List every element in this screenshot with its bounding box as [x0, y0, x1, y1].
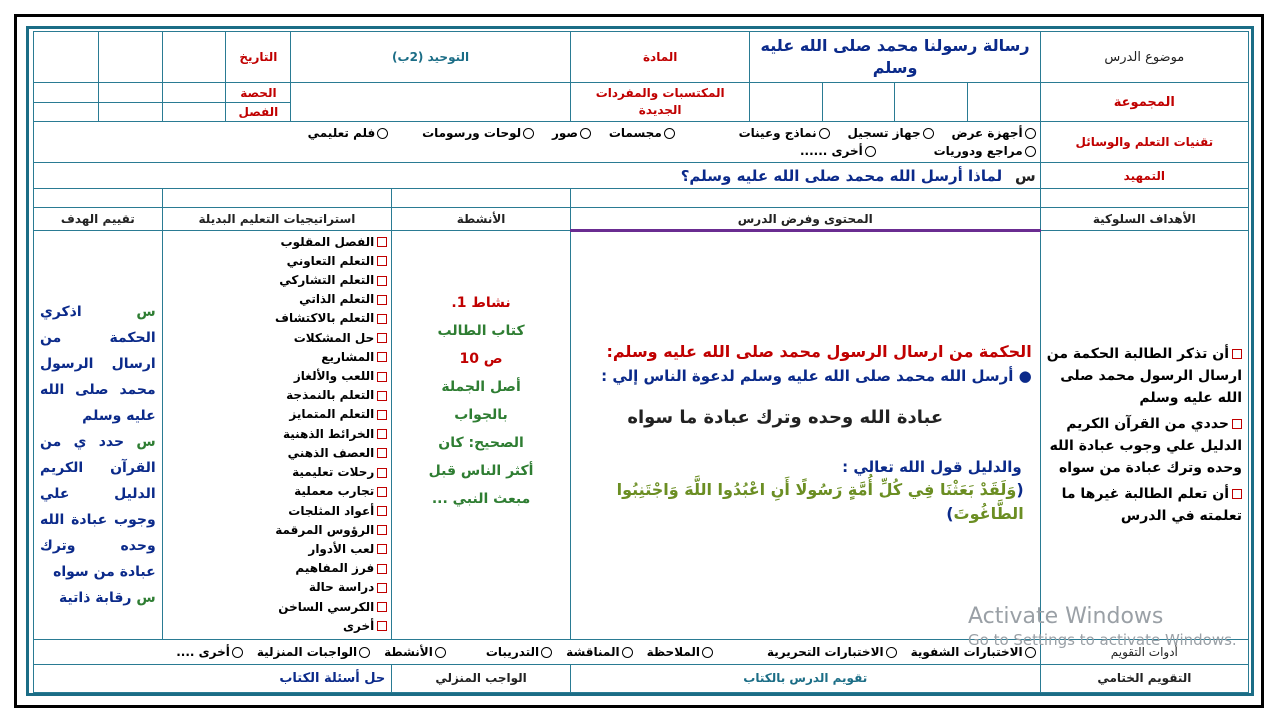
strategy-item[interactable]: التعلم التشاركي — [163, 271, 388, 290]
final-eval-label: التقويم الختامي — [1040, 664, 1248, 692]
class-cell-1 — [162, 102, 226, 121]
objective-item: أن تعلم الطالبة غيرها ما تعلمته في الدرس — [1061, 486, 1242, 525]
subject-label: المادة — [570, 32, 750, 83]
strategy-item[interactable]: التعلم المتمايز — [163, 405, 388, 424]
content-cell — [570, 230, 1040, 640]
col-header-content: المحتوى وفرض الدرس — [570, 208, 1040, 230]
date-cell-1 — [162, 32, 226, 83]
intro-label: التمهيد — [1040, 163, 1248, 189]
lesson-plan-table — [33, 31, 1249, 693]
checkbox-icon — [377, 372, 387, 382]
vocab-value — [291, 83, 571, 121]
checkbox-icon — [377, 391, 387, 401]
radio-circle-icon — [886, 647, 897, 658]
lesson-plan-page — [33, 31, 1249, 693]
checkbox-icon — [377, 352, 387, 362]
radio-circle-icon — [377, 128, 388, 139]
radio-circle-icon — [622, 647, 633, 658]
tool-option[interactable]: لوحات ورسومات — [422, 124, 534, 142]
checkbox-icon — [377, 468, 387, 478]
activity-book: كتاب الطالب — [437, 322, 525, 339]
intro-question: لماذا أرسل الله محمد صلى الله عليه وسلم؟ — [680, 166, 1003, 185]
checkbox-icon — [377, 525, 387, 535]
period-cell-2 — [98, 83, 162, 102]
activity-line: مبعث النبي ... — [431, 490, 531, 507]
strategy-item[interactable]: رحلات تعليمية — [163, 463, 388, 482]
tool-option[interactable]: نماذج وعينات — [739, 124, 830, 142]
class-cell-3 — [34, 102, 99, 121]
activity-line: بالجواب — [454, 406, 508, 423]
book-eval: تقويم الدرس بالكتاب — [570, 664, 1040, 692]
strategy-item[interactable]: التعلم بالنمذجة — [163, 386, 388, 405]
radio-circle-icon — [232, 647, 243, 658]
tools-options — [34, 121, 1041, 162]
spacer-cell — [392, 189, 571, 208]
checkbox-icon — [1232, 489, 1242, 499]
date-cell-3 — [34, 32, 99, 83]
strategies-cell — [162, 230, 392, 640]
strategy-item[interactable]: العصف الذهني — [163, 444, 388, 463]
tool-option[interactable]: صور — [552, 124, 591, 142]
assessment-option[interactable]: المناقشة — [566, 645, 632, 659]
tool-option[interactable]: أخرى ...... — [800, 142, 876, 160]
tools-row-2 — [38, 142, 1036, 160]
radio-circle-icon — [664, 128, 675, 139]
group-cell-1 — [968, 83, 1040, 121]
group-cell-2 — [895, 83, 968, 121]
radio-circle-icon — [923, 128, 934, 139]
checkbox-icon — [377, 410, 387, 420]
goal-eval-item: س اذكري الحكمة من ارسال الرسول محمد صلى الله عليه وسلم — [40, 303, 156, 424]
radio-circle-icon — [541, 647, 552, 658]
tool-option[interactable]: فلم تعليمي — [308, 124, 389, 142]
period-cell-3 — [34, 83, 99, 102]
spacer-cell — [162, 189, 392, 208]
activity-line: الصحيح: كان — [438, 434, 524, 451]
activate-windows-watermark — [968, 604, 1280, 649]
lesson-topic-label: موضوع الدرس — [1040, 32, 1248, 83]
strategy-item[interactable]: المشاريع — [163, 348, 388, 367]
objective-item: حددي من القرآن الكريم الدليل علي وجوب عبادة الله وحده وترك عبادة من سواه — [1049, 416, 1242, 477]
col-header-strategies: استراتيجيات التعليم البديلة — [162, 208, 392, 230]
content-verse: (وَلَقَدْ بَعَثْنَا فِي كُلِّ أُمَّةٍ رَسُولًا أَنِ اعْبُدُوا اللَّهَ وَاجْتَنِبُوا الطَّاغُوتَ) — [616, 479, 1024, 523]
spacer-cell — [1040, 189, 1248, 208]
checkbox-icon — [377, 314, 387, 324]
radio-circle-icon — [819, 128, 830, 139]
goal-eval-cell — [34, 230, 163, 640]
vocab-label: المكتسبات والمفردات الجديدة — [570, 83, 750, 121]
objective-item: أن تذكر الطالبة الحكمة من ارسال الرسول محمد صلى الله عليه وسلم — [1046, 346, 1242, 407]
radio-circle-icon — [359, 647, 370, 658]
strategy-item[interactable]: أعواد المثلجات — [163, 502, 388, 521]
strategy-item[interactable]: الرؤوس المرقمة — [163, 521, 388, 540]
checkbox-icon — [377, 448, 387, 458]
assessment-option[interactable]: الأنشطة — [384, 645, 446, 659]
assessment-option[interactable]: الملاحظة — [647, 645, 713, 659]
content-bullet: ● أرسل الله محمد صلى الله عليه وسلم لدعوة الناس إلي : — [601, 366, 1032, 385]
strategy-item[interactable]: لعب الأدوار — [163, 540, 388, 559]
radio-circle-icon — [523, 128, 534, 139]
radio-circle-icon — [1025, 146, 1036, 157]
watermark-title: Activate Windows — [968, 604, 1164, 629]
assessment-option[interactable]: الواجبات المنزلية — [257, 645, 370, 659]
assessment-options — [34, 640, 1041, 664]
date-cell-2 — [98, 32, 162, 83]
checkbox-icon — [1232, 349, 1242, 359]
strategy-item[interactable]: التعلم بالاكتشاف — [163, 309, 388, 328]
col-header-activities: الأنشطة — [392, 208, 571, 230]
assessment-option[interactable]: الاختبارات الشفوية — [911, 645, 1036, 659]
activity-line: أكثر الناس قبل — [428, 462, 534, 479]
radio-circle-icon — [580, 128, 591, 139]
strategy-item[interactable]: التعلم الذاتي — [163, 290, 388, 309]
group-cell-3 — [822, 83, 894, 121]
radio-circle-icon — [1025, 128, 1036, 139]
radio-circle-icon — [702, 647, 713, 658]
checkbox-icon — [1232, 419, 1242, 429]
strategy-item[interactable]: الكرسي الساخن — [163, 598, 388, 617]
col-header-objectives: الأهداف السلوكية — [1040, 208, 1248, 230]
strategy-item[interactable]: التعلم التعاوني — [163, 252, 388, 271]
strategy-item[interactable]: حل المشكلات — [163, 329, 388, 348]
spacer-cell — [34, 189, 163, 208]
checkbox-icon — [377, 429, 387, 439]
date-label: التاريخ — [226, 32, 291, 83]
objectives-cell — [1040, 230, 1248, 640]
strategy-item[interactable]: الخرائط الذهنية — [163, 425, 388, 444]
checkbox-icon — [377, 295, 387, 305]
activities-cell — [392, 230, 571, 640]
tools-row-1 — [38, 124, 1036, 142]
period-label: الحصة — [226, 83, 291, 102]
checkbox-icon — [377, 256, 387, 266]
watermark-subtitle: Go to Settings to activate Windows. — [968, 631, 1237, 649]
tool-option[interactable]: جهاز تسجيل — [847, 124, 933, 142]
col-header-goal-eval: تقييم الهدف — [34, 208, 163, 230]
strategies-list — [163, 233, 388, 636]
lesson-topic: رسالة رسولنا محمد صلى الله عليه وسلم — [750, 32, 1040, 83]
goal-eval-item: س حدد ي من القرآن الكريم الدليل علي وجوب عبادة الله وحده وترك عبادة من سواه — [40, 433, 156, 580]
tools-label: تقنيات التعلم والوسائل — [1040, 121, 1248, 162]
homework-value: حل أسئلة الكتاب — [34, 664, 392, 692]
strategy-item[interactable]: دراسة حالة — [163, 578, 388, 597]
group-cell-4 — [750, 83, 822, 121]
checkbox-icon — [377, 583, 387, 593]
checkbox-icon — [377, 276, 387, 286]
homework-label: الواجب المنزلي — [392, 664, 571, 692]
assessment-option[interactable]: التدريبات — [486, 645, 552, 659]
radio-circle-icon — [435, 647, 446, 658]
checkbox-icon — [377, 333, 387, 343]
intro-prefix: س — [1014, 166, 1036, 185]
class-cell-2 — [98, 102, 162, 121]
checkbox-icon — [377, 544, 387, 554]
tool-option[interactable]: مجسمات — [609, 124, 675, 142]
period-cell-1 — [162, 83, 226, 102]
activity-title: نشاط 1. — [451, 294, 511, 311]
assessment-option[interactable]: الاختبارات التحريرية — [767, 645, 897, 659]
class-label: الفصل — [226, 102, 291, 121]
strategy-item[interactable]: اللعب والألغاز — [163, 367, 388, 386]
intro-question-cell — [34, 163, 1041, 189]
assessment-option[interactable]: أخرى .... — [176, 645, 243, 659]
checkbox-icon — [377, 602, 387, 612]
goal-eval-item: س رقابة ذاتية — [58, 589, 156, 606]
checkbox-icon — [377, 487, 387, 497]
strategy-item[interactable]: الفصل المقلوب — [163, 233, 388, 252]
strategy-item[interactable]: تجارب معملية — [163, 482, 388, 501]
spacer-cell — [570, 189, 1040, 208]
content-heading: الحكمة من ارسال الرسول محمد صلى الله عليه وسلم: — [606, 341, 1032, 361]
checkbox-icon — [377, 237, 387, 247]
strategy-item[interactable]: فرز المفاهيم — [163, 559, 388, 578]
subject-value: التوحيد (2ب) — [291, 32, 571, 83]
activity-page: ص 10 — [459, 350, 503, 367]
strategy-item[interactable]: أخرى — [163, 617, 388, 636]
assessment-tools-label: أدوات التقويم — [1040, 640, 1248, 664]
group-label: المجموعة — [1040, 83, 1248, 121]
checkbox-icon — [377, 621, 387, 631]
content-evidence-label: والدليل قول الله تعالي : — [842, 457, 1022, 476]
activity-line: أصل الجملة — [441, 378, 521, 395]
checkbox-icon — [377, 506, 387, 516]
tool-option[interactable]: مراجع ودوريات — [934, 142, 1036, 160]
content-main: عبادة الله وحده وترك عبادة ما سواه — [627, 406, 944, 428]
radio-circle-icon — [865, 146, 876, 157]
checkbox-icon — [377, 564, 387, 574]
tool-option[interactable]: أجهزة عرض — [951, 124, 1035, 142]
